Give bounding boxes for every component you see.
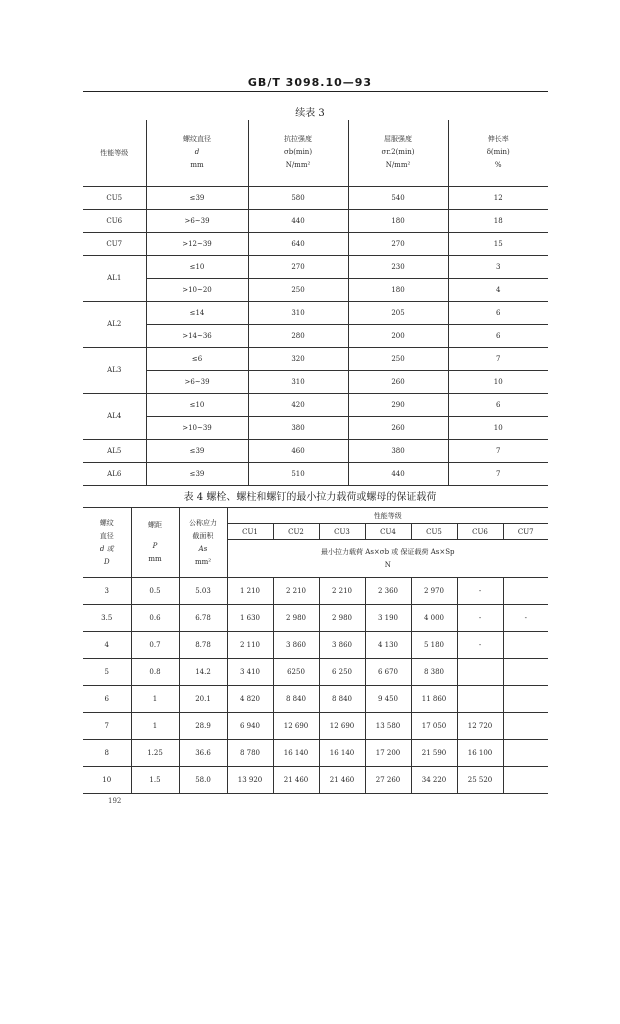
tensile-cell: 280 <box>248 324 348 347</box>
elongation-cell: 6 <box>448 393 548 416</box>
yield-cell: 290 <box>348 393 448 416</box>
load-cell: 21 460 <box>319 767 365 794</box>
header-line: P <box>152 542 158 550</box>
load-cell: 17 200 <box>365 740 411 767</box>
load-cell: 16 140 <box>319 740 365 767</box>
load-cell: 4 130 <box>365 632 411 659</box>
load-cell: 9 450 <box>365 686 411 713</box>
area-cell: 20.1 <box>179 686 227 713</box>
elongation-cell: 12 <box>448 186 548 209</box>
table4-col-area <box>179 508 227 578</box>
load-cell: 2 970 <box>411 578 457 605</box>
header-line: 直径 <box>99 531 114 540</box>
grade-cell: AL6 <box>83 462 146 485</box>
elongation-cell: 18 <box>448 209 548 232</box>
yield-cell: 270 <box>348 232 448 255</box>
load-unit: N <box>384 560 391 569</box>
table-row <box>83 713 548 740</box>
header-line: N/mm² <box>285 161 311 170</box>
diameter-cell: 8 <box>83 740 131 767</box>
elongation-cell: 3 <box>448 255 548 278</box>
pitch-cell: 1 <box>131 713 179 740</box>
diameter-cell: >10~20 <box>146 278 248 301</box>
diameter-cell: 3.5 <box>83 605 131 632</box>
yield-cell: 205 <box>348 301 448 324</box>
load-cell: 34 220 <box>411 767 457 794</box>
load-cell: 8 840 <box>273 686 319 713</box>
table-row <box>83 462 548 485</box>
header-line: σr.2(min) <box>381 148 415 157</box>
pitch-cell: 0.5 <box>131 578 179 605</box>
area-cell: 8.78 <box>179 632 227 659</box>
load-cell: 4 820 <box>227 686 273 713</box>
load-cell <box>457 659 503 686</box>
elongation-cell: 15 <box>448 232 548 255</box>
grade-header: CU2 <box>273 524 319 540</box>
yield-cell: 180 <box>348 209 448 232</box>
grade-header: CU4 <box>365 524 411 540</box>
table4-group-header: 性能等级 <box>227 508 548 524</box>
table-row <box>83 347 548 370</box>
load-cell <box>503 767 548 794</box>
load-cell <box>503 659 548 686</box>
pitch-cell: 0.7 <box>131 632 179 659</box>
load-cell: 17 050 <box>411 713 457 740</box>
table-row <box>83 416 548 439</box>
load-cell: 12 690 <box>319 713 365 740</box>
load-cell: 3 860 <box>319 632 365 659</box>
grade-cell: CU7 <box>83 232 146 255</box>
load-cell: 27 260 <box>365 767 411 794</box>
table-row <box>83 278 548 301</box>
load-cell: 6 940 <box>227 713 273 740</box>
load-cell: 8 380 <box>411 659 457 686</box>
yield-cell: 230 <box>348 255 448 278</box>
diameter-cell: >6~39 <box>146 209 248 232</box>
table-row <box>83 209 548 232</box>
area-cell: 28.9 <box>179 713 227 740</box>
load-cell: 1 630 <box>227 605 273 632</box>
grade-cell: AL3 <box>83 347 146 393</box>
diameter-cell: >10~39 <box>146 416 248 439</box>
load-cell: - <box>457 578 503 605</box>
header-line: D <box>103 557 110 566</box>
table-row <box>83 632 548 659</box>
diameter-cell: 10 <box>83 767 131 794</box>
yield-cell: 260 <box>348 416 448 439</box>
elongation-cell: 4 <box>448 278 548 301</box>
area-cell: 58.0 <box>179 767 227 794</box>
load-cell: 25 520 <box>457 767 503 794</box>
load-cell: 3 410 <box>227 659 273 686</box>
diameter-cell: ≤14 <box>146 301 248 324</box>
table3-col-grade <box>83 120 146 186</box>
area-cell: 6.78 <box>179 605 227 632</box>
header-line: 性能等级 <box>100 148 129 157</box>
grade-header: CU6 <box>457 524 503 540</box>
load-cell: 12 720 <box>457 713 503 740</box>
header-line: σb(min) <box>283 148 313 157</box>
header-line: mm <box>190 161 204 170</box>
table3 <box>83 120 548 486</box>
grade-header: CU3 <box>319 524 365 540</box>
page-header: GB/T 3098.10—93 <box>247 76 373 89</box>
header-line: d 或 <box>99 544 114 553</box>
load-cell: 2 210 <box>273 578 319 605</box>
load-cell: 3 190 <box>365 605 411 632</box>
tensile-cell: 270 <box>248 255 348 278</box>
elongation-cell: 6 <box>448 301 548 324</box>
header-line: N/mm² <box>385 161 411 170</box>
load-cell: 6 250 <box>319 659 365 686</box>
load-cell: 1 210 <box>227 578 273 605</box>
load-cell: - <box>503 605 548 632</box>
header-line: As <box>198 544 208 553</box>
yield-cell: 180 <box>348 278 448 301</box>
tensile-cell: 310 <box>248 301 348 324</box>
load-cell <box>503 578 548 605</box>
diameter-cell: >6~39 <box>146 370 248 393</box>
load-cell: 13 580 <box>365 713 411 740</box>
load-cell: - <box>457 632 503 659</box>
load-cell: 13 920 <box>227 767 273 794</box>
header-line: 伸长率 <box>487 135 509 144</box>
yield-cell: 380 <box>348 439 448 462</box>
header-line: mm <box>148 555 162 563</box>
table4 <box>83 507 548 794</box>
tensile-cell: 460 <box>248 439 348 462</box>
grade-cell: AL5 <box>83 439 146 462</box>
table-row <box>83 659 548 686</box>
area-cell: 14.2 <box>179 659 227 686</box>
page-number: 192 <box>108 797 122 805</box>
grade-header: CU7 <box>503 524 548 540</box>
load-cell <box>503 713 548 740</box>
header-line: δ(min) <box>486 148 510 157</box>
tensile-cell: 510 <box>248 462 348 485</box>
table-row <box>83 255 548 278</box>
grade-cell: AL4 <box>83 393 146 439</box>
grade-cell: CU6 <box>83 209 146 232</box>
load-cell: 21 460 <box>273 767 319 794</box>
grade-header: CU5 <box>411 524 457 540</box>
table3-header-row <box>83 120 548 186</box>
diameter-cell: ≤10 <box>146 255 248 278</box>
table4-col-pitch <box>131 508 179 578</box>
pitch-cell: 1.5 <box>131 767 179 794</box>
elongation-cell: 7 <box>448 439 548 462</box>
load-cell: 11 860 <box>411 686 457 713</box>
load-cell: 8 840 <box>319 686 365 713</box>
pitch-cell: 1.25 <box>131 740 179 767</box>
load-cell: 2 980 <box>319 605 365 632</box>
elongation-cell: 6 <box>448 324 548 347</box>
load-cell: 12 690 <box>273 713 319 740</box>
yield-cell: 260 <box>348 370 448 393</box>
diameter-cell: >14~36 <box>146 324 248 347</box>
area-cell: 36.6 <box>179 740 227 767</box>
table-row <box>83 605 548 632</box>
diameter-cell: 7 <box>83 713 131 740</box>
diameter-cell: ≤10 <box>146 393 248 416</box>
diameter-cell: >12~39 <box>146 232 248 255</box>
pitch-cell: 0.8 <box>131 659 179 686</box>
diameter-cell: ≤39 <box>146 186 248 209</box>
diameter-cell: 5 <box>83 659 131 686</box>
load-cell: - <box>457 605 503 632</box>
table-row <box>83 324 548 347</box>
table-row <box>83 393 548 416</box>
diameter-cell: ≤39 <box>146 439 248 462</box>
elongation-cell: 10 <box>448 370 548 393</box>
grade-cell: AL1 <box>83 255 146 301</box>
grade-header: CU1 <box>227 524 273 540</box>
elongation-cell: 7 <box>448 462 548 485</box>
load-note-cell <box>227 540 548 578</box>
elongation-cell: 7 <box>448 347 548 370</box>
table-row <box>83 439 548 462</box>
elongation-cell: 10 <box>448 416 548 439</box>
table-row <box>83 578 548 605</box>
table-row <box>83 186 548 209</box>
header-rule <box>83 91 548 92</box>
load-cell: 2 210 <box>319 578 365 605</box>
table3-col-diameter <box>146 120 248 186</box>
yield-cell: 200 <box>348 324 448 347</box>
load-cell: 3 860 <box>273 632 319 659</box>
load-cell: 2 360 <box>365 578 411 605</box>
yield-cell: 440 <box>348 462 448 485</box>
diameter-cell: 3 <box>83 578 131 605</box>
header-line: 屈服强度 <box>384 135 412 144</box>
table-row <box>83 370 548 393</box>
diameter-cell: 6 <box>83 686 131 713</box>
table-row <box>83 740 548 767</box>
load-cell: 6 670 <box>365 659 411 686</box>
tensile-cell: 380 <box>248 416 348 439</box>
header-line: 截面积 <box>192 531 214 540</box>
grade-cell: AL2 <box>83 301 146 347</box>
yield-cell: 540 <box>348 186 448 209</box>
load-cell: 2 110 <box>227 632 273 659</box>
table4-header-row <box>83 508 548 524</box>
load-cell: 6250 <box>273 659 319 686</box>
load-note: 最小拉力载荷 As×σb 或 保证载荷 As×Sp <box>321 547 455 556</box>
load-cell: 4 000 <box>411 605 457 632</box>
header-line: 螺距 <box>148 521 162 529</box>
area-cell: 5.03 <box>179 578 227 605</box>
tensile-cell: 250 <box>248 278 348 301</box>
tensile-cell: 310 <box>248 370 348 393</box>
load-cell: 16 100 <box>457 740 503 767</box>
load-cell: 5 180 <box>411 632 457 659</box>
tensile-cell: 640 <box>248 232 348 255</box>
pitch-cell: 1 <box>131 686 179 713</box>
table-row <box>83 767 548 794</box>
load-cell <box>503 632 548 659</box>
header-line: mm² <box>194 557 212 566</box>
header-line: % <box>494 161 502 170</box>
table-row <box>83 301 548 324</box>
load-cell: 21 590 <box>411 740 457 767</box>
header-line: d <box>194 148 200 157</box>
table3-col-tensile <box>248 120 348 186</box>
header-line: 螺纹直径 <box>183 135 211 144</box>
grade-cell: CU5 <box>83 186 146 209</box>
diameter-cell: ≤39 <box>146 462 248 485</box>
table3-caption: 续表 3 <box>295 108 325 119</box>
tensile-cell: 580 <box>248 186 348 209</box>
load-cell: 16 140 <box>273 740 319 767</box>
load-cell: 8 780 <box>227 740 273 767</box>
load-cell <box>457 686 503 713</box>
tensile-cell: 320 <box>248 347 348 370</box>
tensile-cell: 420 <box>248 393 348 416</box>
pitch-cell: 0.6 <box>131 605 179 632</box>
header-line: 抗拉强度 <box>284 135 312 144</box>
header-line: 螺纹 <box>99 518 114 527</box>
table-row <box>83 686 548 713</box>
tensile-cell: 440 <box>248 209 348 232</box>
yield-cell: 250 <box>348 347 448 370</box>
diameter-cell: 4 <box>83 632 131 659</box>
table4-caption: 表 4 螺栓、螺柱和螺钉的最小拉力载荷或螺母的保证载荷 <box>183 492 437 503</box>
table4-col-diameter <box>83 508 131 578</box>
table3-col-elongation <box>448 120 548 186</box>
load-cell <box>503 686 548 713</box>
header-line: 公称应力 <box>189 518 217 527</box>
table-row <box>83 232 548 255</box>
load-cell <box>503 740 548 767</box>
diameter-cell: ≤6 <box>146 347 248 370</box>
table3-col-yield <box>348 120 448 186</box>
load-cell: 2 980 <box>273 605 319 632</box>
